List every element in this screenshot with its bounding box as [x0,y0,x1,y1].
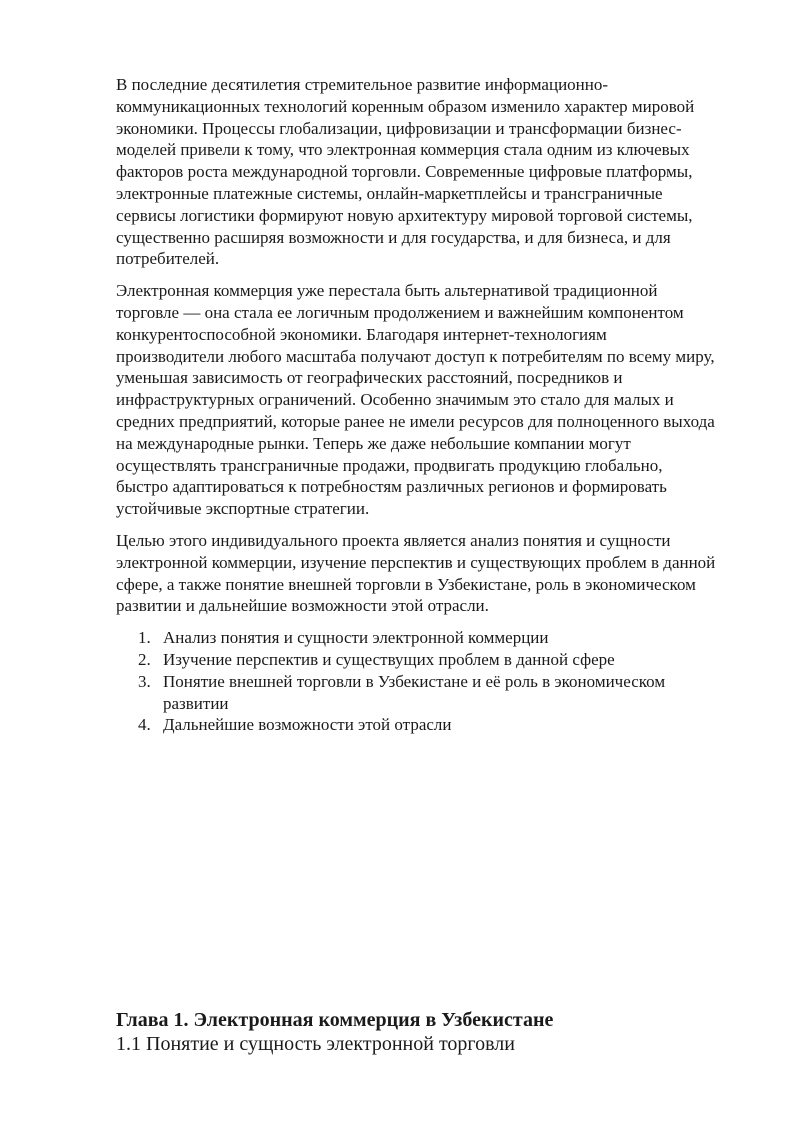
body-text [116,74,716,736]
paragraph-intro: В последние десятилетия стремительное развитие информационно-коммуникационных технологий коренным образом изменило характер мировой экономики. Процессы глобализации, цифровизации и трансформации бизнес-моделей привели к тому, что электронная коммерция стала одним из ключевых факторов роста международной торговли. Современные цифровые платформы, электронные платежные системы, онлайн-маркетплейсы и трансграничные сервисы логистики формируют новую архитектуру мировой торговой системы, существенно расширяя возможности и для государства, и для бизнеса, и для потребителей. [116,75,695,269]
section-heading: 1.1 Понятие и сущность электронной торговли [116,1033,515,1055]
list-item: Изучение перспектив и существущих проблем в данной сфере [163,649,615,669]
paragraph-ecommerce: Электронная коммерция уже перестала быть альтернативой традиционной торговле — она стала ее логичным продолжением и важнейшим компонентом конкурентоспособной экономики. Благодаря интернет-технологиям производители любого масштаба получают доступ к потребителям по всему миру, уменьшая зависимость от географических расстояний, посредников и инфраструктурных ограничений. Особенно значимым это стало для малых и средних предприятий, которые ранее не имели ресурсов для полноценного выхода на международные рынки. Теперь же даже небольшие компании могут осуществлять трансграничные продажи, продвигать продукцию глобально, быстро адаптироваться к потребностям различных регионов и формировать устойчивые экспортные стратегии. [116,281,715,519]
chapter-heading: Глава 1. Электронная коммерция в Узбекистане [116,1009,554,1031]
list-item: Дальнейшие возможности этой отрасли [163,715,452,735]
paragraph-goal: Целью этого индивидуального проекта является анализ понятия и сущности электронной коммерции, изучение перспектив и существующих проблем в данной сфере, а также понятие внешней торговли в Узбекистане, роль в экономическом развитии и дальнейшие возможности этой отрасли. [116,530,716,616]
list-item: Анализ понятия и сущности электронной коммерции [163,628,549,648]
task-list [116,627,716,736]
list-item: Понятие внешней торговли в Узбекистане и её роль в экономическом развитии [163,671,666,713]
